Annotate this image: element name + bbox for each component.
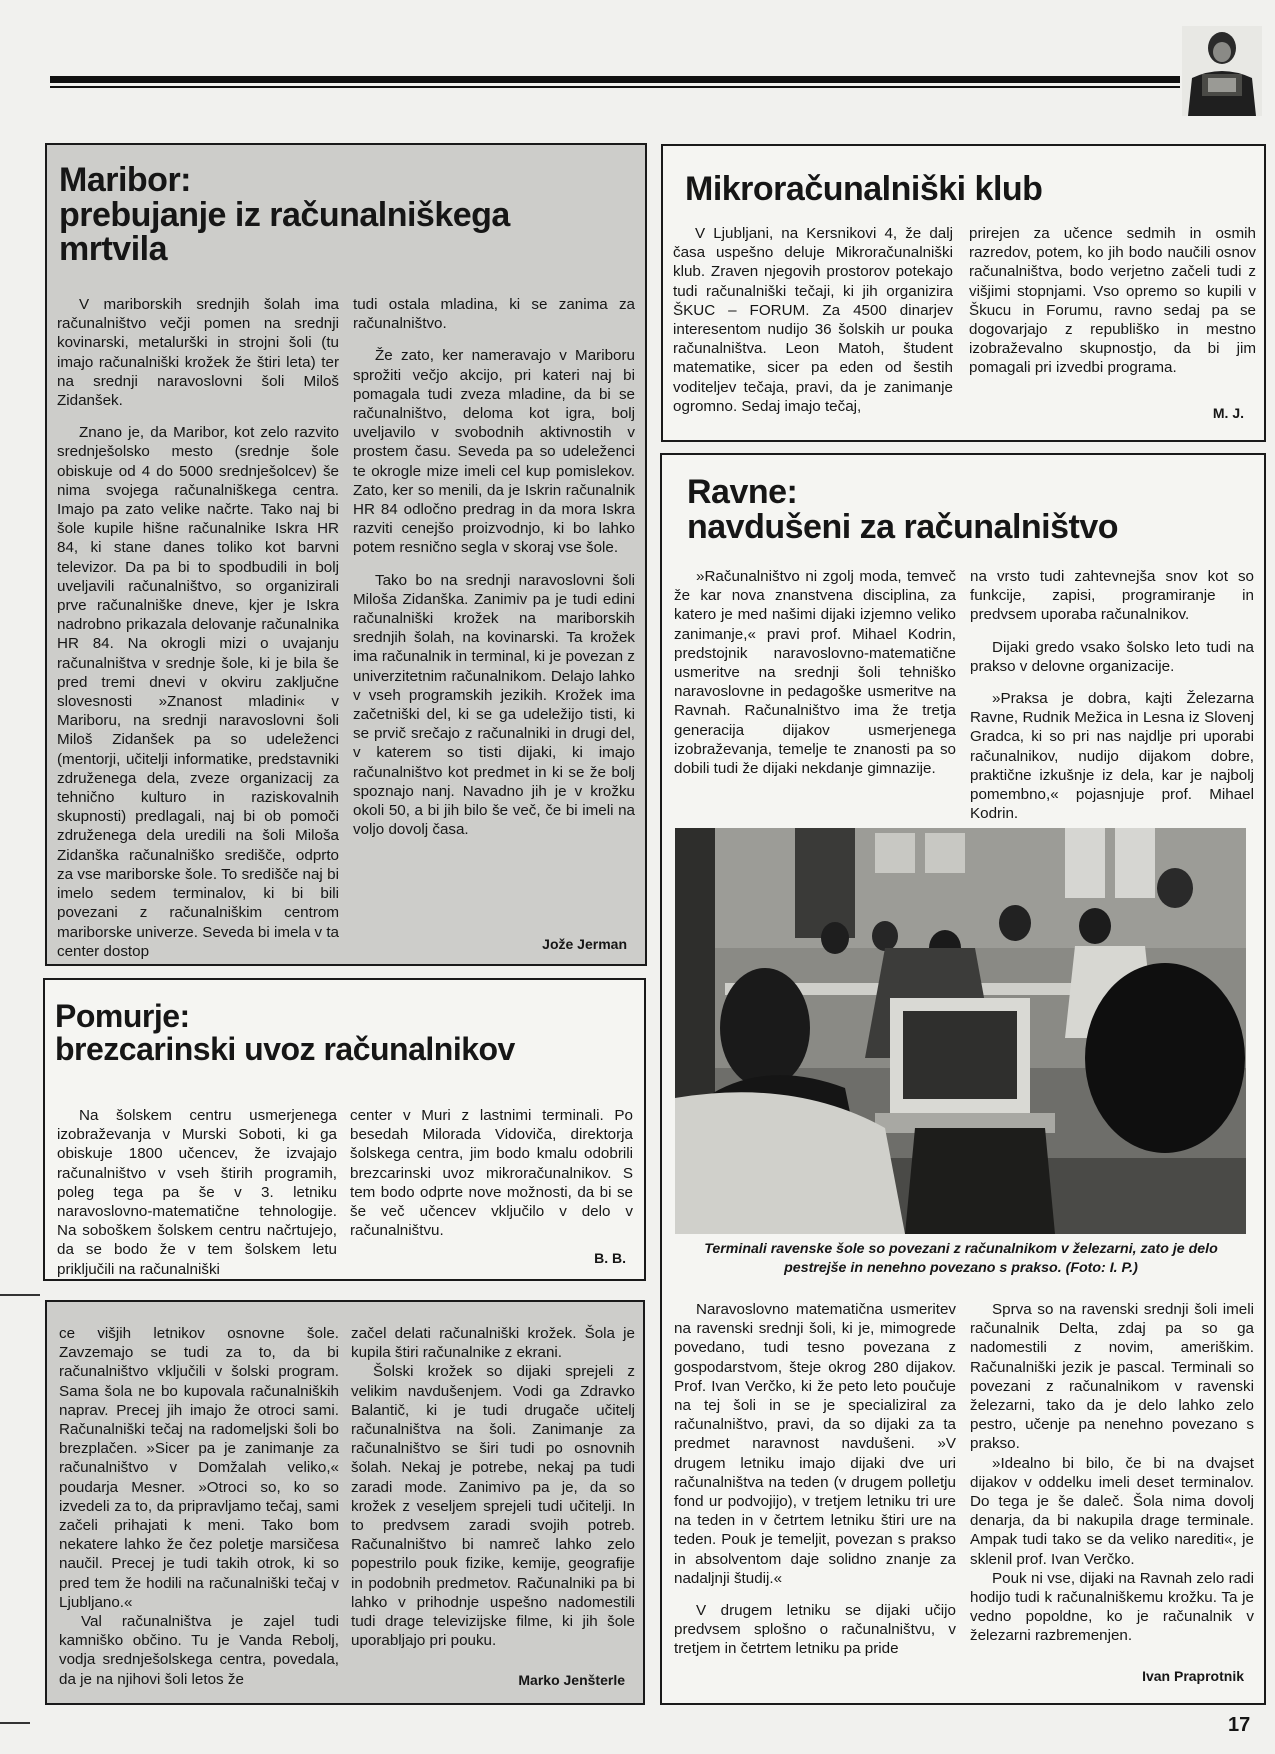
corner-photo <box>1182 26 1262 116</box>
maribor-column-1 <box>57 295 339 961</box>
mikro-paragraph: V Ljubljani, na Kersnikovi 4, že dalj časa uspešno deluje Mikroračunalniški klub. Zraven njegovih prostorov potekajo tudi računalniški tečaji, ki jih organizira ŠKUC – FORUM. Za 4500 dinarjev interesentom nudijo 36 šolskih ur pouka računalništva. Leon Matoh, študent matematike, sicer pa eden od šestih voditeljev tečaja, pravi, da je zanimanje ogromno. Sedaj imajo tečaj, <box>673 225 953 415</box>
masthead-rule-thin <box>50 86 1180 88</box>
ravne-column-4 <box>970 1300 1254 1646</box>
page-number: 17 <box>1228 1714 1251 1736</box>
domzale-paragraph: ce višjih letnikov osnovne šole. Zavzemajo se tudi za to, da bi računalništvo vključili v šolski program. Sama šola ne bo kupovala računalniških naprav. Precej jih imajo že otroci sami. Računalniški tečaj na radomeljski šoli bo brezplačen. »Sicer pa je zanimanje za računalništvo v Domžalah veliko,« poudarja Mesner. »Otroci so, ko so izvedeli za to, da pripravljamo tečaj, sami začeli prihajati k meni. Tako bom nekatere lahko že čez poletje marsičesa naučil. Precej je tudi takih otrok, ki so pred tem že hodili na računalniški tečaj v Ljubljano.« <box>59 1325 339 1611</box>
pomurje-signature: B. B. <box>594 1250 626 1266</box>
pomurje-title-line2: brezcarinski uvoz računalnikov <box>55 1030 515 1067</box>
pomurje-column-1 <box>57 1106 337 1279</box>
ravne-paragraph: »Idealno bi bilo, če bi na dvajset dijakov v oddelku imeli deset terminalov. Do tega je še daleč. Šola nima dovolj denarja, da bi nakupila drage terminale. Ampak tudi tako se da veliko narediti«, je sklenil prof. Ivan Verčko. <box>970 1454 1254 1568</box>
domzale-column-2 <box>351 1324 635 1650</box>
left-rule <box>0 1294 40 1296</box>
ravne-paragraph: Sprva so na ravenski srednji šoli imeli računalnik Delta, zdaj pa so ga nadomestili z novim, ameriškim. Računalniški jezik je pascal. Terminali so povezani z računalnikom v ravenski železarni, tako da je delo lahko zelo pestro, učenje pa nenehno povezano s prakso. <box>970 1301 1254 1453</box>
pomurje-article <box>43 978 646 1281</box>
mikro-column-2 <box>969 224 1256 378</box>
ravne-paragraph: V drugem letniku se dijaki učijo predvsem splošno o računalništvu, v tretjem in četrtem letniku pa pride <box>674 1602 956 1658</box>
ravne-signature: Ivan Praprotnik <box>1142 1668 1244 1684</box>
ravne-title-line2: navdušeni za računalništvo <box>687 507 1119 546</box>
maribor-title-line1: Maribor: <box>59 161 191 199</box>
maribor-paragraph: tudi ostala mladina, ki se zanima za računalništvo. <box>353 296 635 333</box>
maribor-paragraph: Že zato, ker nameravajo v Mariboru sprožiti večjo akcijo, pri kateri naj bi pomagala tudi zveza mladine, da bi se računalništvo, deloma kot igra, bolj uveljavilo v svobodnih aktivnostih v prostem času. Seveda pa so udeleženci te okrogle mize imeli cel kup pomislekov. Zato, ker so menili, da je Iskrin računalnik HR 84 odločno predrag in da mora Iskra razviti cenejšo proizvodnjo, ki bo lahko potem resnično segla v skoraj vse šole. <box>353 347 635 557</box>
pomurje-paragraph: center v Muri z lastnimi terminali. Po besedah Milorada Vidoviča, direktorja šolskega centra, jim bodo kmalu odobrili brezcarinski uvoz mikroračunalnikov. S tem bodo odprte nove možnosti, da bi se še več učencev vključilo v delo v računalništvu. <box>350 1107 633 1240</box>
mikro-signature: M. J. <box>1212 405 1244 421</box>
photo-caption: Terminali ravenske šole so povezani z računalnikom v železarni, zato je delo pestrejše in nenehno povezano s prakso. (Foto: I. P.) <box>704 1241 1218 1276</box>
pomurje-column-2 <box>350 1106 633 1240</box>
ravne-paragraph: »Računalništvo ni zgolj moda, temveč že kar nova znanstvena disciplina, za katero je med našimi dijaki izjemno veliko zanimanje,« pravi prof. Mihael Kodrin, predstojnik naravoslovno-matematične usmeritve na srednji šoli tehniško naravoslovne in pedagoške usmeritve na Ravnah. Računalništvo ima že tretja generacija dijakov usmerjenega izobraževanja, temelje te znanosti pa so dobili tudi že dijaki nekdanje gimnazije. <box>674 568 956 778</box>
pomurje-title-line1: Pomurje: <box>55 998 190 1034</box>
maribor-signature: Jože Jerman <box>542 936 627 952</box>
maribor-title-line3: mrtvila <box>59 230 167 269</box>
ravne-paragraph: Dijaki gredo vsako šolsko leto tudi na prakso v delovne organizacije. <box>970 638 1254 675</box>
domzale-signature: Marko Jenšterle <box>518 1672 625 1688</box>
ravne-title <box>687 475 1118 544</box>
mikro-article <box>661 144 1266 442</box>
pomurje-paragraph: Na šolskem centru usmerjenega izobraževanja v Murski Soboti, ki ga obiskuje 1800 učencev, že izvajajo računalništvo v vseh štirih programih, poleg tega pa še v 3. letniku naravoslovno-matematične tehnologije. Na soboškem šolskem centru načrtujejo, da se bodo že v tem šolskem letu priključili na računalniški <box>57 1107 337 1278</box>
mikro-title: Mikroračunalniški klub <box>685 170 1043 208</box>
masthead-rule <box>50 76 1180 83</box>
maribor-paragraph: Znano je, da Maribor, kot zelo razvito srednješolsko mesto (srednje šole obiskuje od 4 do 5000 srednješolcev) še nima svojega računalniškega centra. Imajo pa zato velike načrte. Tako naj bi šole kupile hišne računalnike Iskra HR 84, ki stane danes toliko kot barvni televizor. Da pa bi to spodbudili in bolj uveljavili računalništvo, so organizirali prve računalniške dneve, kjer je Iskra nadrobno prikazala delovanje računalnika HR 84. Na okrogli mizi o uvajanju računalništva v srednje šole, ki je bila še pred tremi dnevi v okviru zaključne slovesnosti »Znanost mladini« v Mariboru, na srednji naravoslovni šoli Miloš Zidanšek pa so udeleženci (mentorji, učitelji informatike, predstavniki združenega dela, zveze organizacij za tehnično kulturo in raziskovalnih skupnosti) predlagali, naj bi ob pomoči združenega dela uredili na šoli Miloša Zidanška računalniško središče, odprto za vse mariborske šole. To središče naj bi imelo sedem terminalov, ki bi bili povezani z računalniškim centrom mariborske univerze. Seveda bi imela v ta center dostop <box>57 424 339 960</box>
bottom-rule-left <box>0 1722 30 1724</box>
domzale-paragraph: začel delati računalniški krožek. Šola je kupila štiri računalnike z ekrani. <box>351 1325 635 1362</box>
maribor-paragraph: V mariborskih srednjih šolah ima računalništvo večji pomen na srednji kovinarski, metalurški in strojni šoli (tu imajo računalniški krožek že štiri leta) ter na srednji naravoslovni šoli Miloš Zidanšek. <box>57 296 339 410</box>
maribor-article <box>45 143 647 966</box>
maribor-paragraph: Tako bo na srednji naravoslovni šoli Miloša Zidanška. Zanimiv pa je tudi edini računalniški krožek na mariborskih srednjih šolah, na kovinarski. Ta krožek ima računalnik in terminal, ki je povezan z univerzitetnim računalnikom. Delajo lahko v vseh programskih jezikih. Krožek ima začetniški del, ki se ga udeležijo tisti, ki se prvič srečajo z računalniki in drugi del, v katerem so tisti dijaki, ki imajo računalništvo kot predmet in ki se že bolj spoznajo nanj. Navadno jih je v krožku okoli 50, a bi jih bilo še več, če bi imeli na voljo dovolj časa. <box>353 571 635 839</box>
ravne-paragraph: na vrsto tudi zahtevnejša snov kot so funkcije, zapisi, programiranje in predvsem uporaba računalnikov. <box>970 568 1254 624</box>
domzale-column-1 <box>59 1324 339 1689</box>
domzale-paragraph: Val računalništva je zajel tudi kamniško občino. Tu je Vanda Rebolj, vodja srednješolskega centra, povedala, da je na njihovi šoli letos že <box>59 1613 339 1688</box>
domzale-article <box>45 1300 645 1705</box>
classroom-photo <box>675 828 1246 1234</box>
ravne-paragraph: Pouk ni vse, dijaki na Ravnah zelo radi hodijo tudi k računalniškemu krožku. Ta je vedno popoldne, ko je računalnik v železarni razbremenjen. <box>970 1569 1254 1645</box>
ravne-column-2 <box>970 567 1254 823</box>
ravne-paragraph: »Praksa je dobra, kajti Železarna Ravne, Rudnik Mežica in Lesna iz Slovenj Gradca, ki so pri nas najdlje pri uporabi računalnikov, nudijo dijakom dobre, praktične izkušnje iz dela, kar je najbolj pomembno,« pojasnjuje prof. Mihael Kodrin. <box>970 690 1254 823</box>
mikro-paragraph: prirejen za učence sedmih in osmih razredov, potem, ko jih bodo naučili osnov računalništva, bodo verjetno začeli tudi z višjimi stopnjami. Vso opremo so kupili v Škucu in Forumu, ravno sedaj pa se dogovarjajo z republiško in mestno izobraževalno skupnostjo, da bi jim pomagali pri izvedbi programa. <box>969 225 1256 377</box>
pomurje-title <box>55 1000 515 1065</box>
ravne-paragraph: Naravoslovno matematična usmeritev na ravenski srednji šoli, ki je, mimogrede povedano, tudi tesno povezana z gospodarstvom, šteje okrog 280 dijakov. Prof. Ivan Verčko, ki že peto leto poučuje na tej šoli in se je specializiral za računalništvo, pravi, da so dijaki za ta predmet naravnost navdušeni. »V drugem letniku imajo dijaki dve uri računalništva na teden (v drugem polletju fond ur podvojijo), v tretjem letniku tri ure na teden in v četrtem letniku štiri ure na teden. Pouk je temeljit, povezan s prakso in absolventom daje solidno znanje za nadaljnji študij.« <box>674 1301 956 1587</box>
mikro-column-1 <box>673 224 953 416</box>
domzale-paragraph: Šolski krožek so dijaki sprejeli z velikim navdušenjem. Vodi ga Zdravko Balantič, ki je tudi drugače učitelj računalništva na šoli. Zanimanje za računalništvo se širi tudi po osnovnih šolah. Nekaj je potrebe, nekaj pa tudi zaradi mode. Zanimivo pa je, da so krožek z veseljem sprejeli tudi učitelji. In to predvsem zaradi svojih potreb. Računalništvo bi namreč lahko zelo popestrilo pouk fizike, kemije, geografije in podobnih predmetov. Računalniki pa bi lahko v prihodnje uspešno nadomestili tudi drage televizijske filme, ki jih šole uporabljajo pri pouku. <box>351 1363 635 1650</box>
maribor-title-line2: prebujanje iz računalniškega <box>59 195 510 234</box>
ravne-title-line1: Ravne: <box>687 473 798 511</box>
ravne-column-1 <box>674 567 956 778</box>
maribor-title <box>59 163 510 267</box>
maribor-column-2 <box>353 295 635 839</box>
ravne-column-3 <box>674 1300 956 1659</box>
